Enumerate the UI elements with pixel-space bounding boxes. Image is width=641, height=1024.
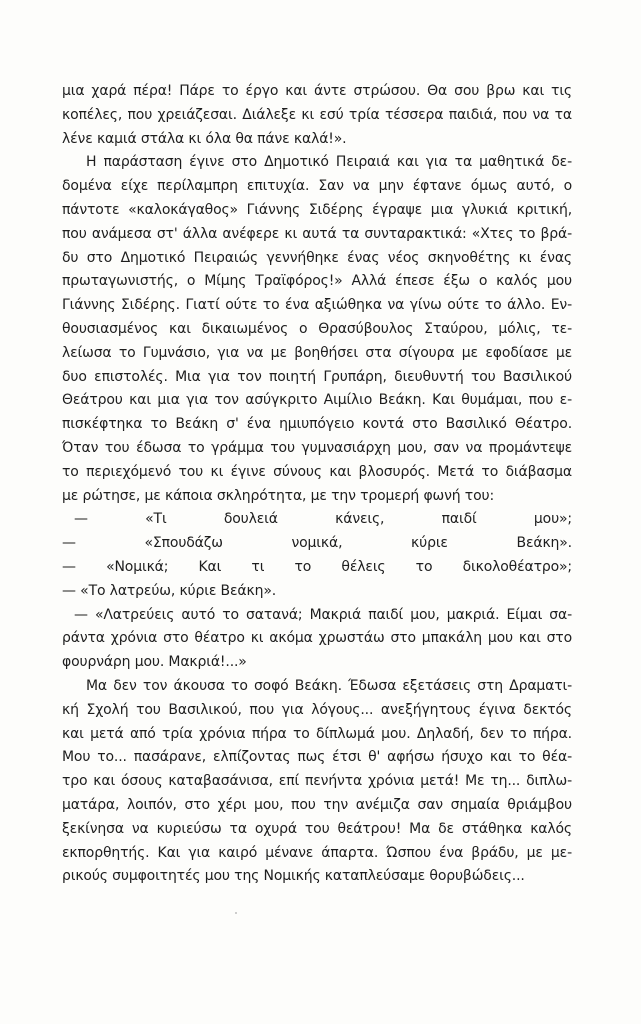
text-line: θουσιασμένος και δικαιωμένος ο Θρασύβουλος Σταύρου, μόλις, τε- (62, 320, 572, 337)
text-line: λείωσα το Γυμνάσιο, για να με βοηθήσει στα σίγουρα με εφοδίασε με (62, 344, 572, 361)
text-line: Η παράσταση έγινε στο Δημοτικό Πειραιά και για τα μαθητικά δε- (86, 154, 572, 171)
text-line: κή Σχολή του Βασιλικού, που για λόγους... ανεξήγητους έγινα δεκτός (62, 701, 572, 718)
text-line: — «Σπουδάζω νομικά, κύριε Βεάκη». (62, 535, 572, 552)
text-line: δομένα είχε περίλαμπρη επιτυχία. Σαν να μην έφτανε όμως αυτό, ο (62, 178, 572, 195)
paragraph (62, 151, 572, 508)
text-line: δυο επιστολές. Μια για τον ποιητή Γρυπάρη, διευθυντή του Βασιλικού (62, 368, 572, 385)
text-line: — «Το λατρεύω, κύριε Βεάκη». (62, 582, 277, 599)
text-line: το περιεχόμενό του κι έγινε σύνους και βλοσυρός. Μετά το διάβασμα (62, 463, 572, 480)
text-line: Γιάννης Σιδέρης. Γιατί ούτε το ένα αξιώθηκα να γίνω ούτε το άλλο. Εν- (62, 297, 572, 314)
text-line: ξεκίνησα να κυριεύσω τα οχυρά του θεάτρου! Μα δε στάθηκα καλός (62, 820, 572, 837)
text-line: τρο και όσους καταβασάνισα, επί πενήντα χρόνια μετά! Με τη... διπλω- (62, 773, 572, 790)
text-line: — «Τι δουλειά κάνεις, παιδί μου»; (74, 511, 572, 528)
text-line: ρικούς συμφοιτητές μου της Νομικής καταπλεύσαμε θορυβώδεις... (62, 868, 525, 885)
text-line: δυ στο Δημοτικό Πειραιώς γεννήθηκε ένας νέος σκηνοθέτης κι ένας (62, 249, 572, 266)
text-line: Όταν του έδωσα το γράμμα του γυμνασιάρχη μου, σαν να προμάντεψε (62, 439, 572, 456)
text-line: πάντοτε «καλοκάγαθος» Γιάννης Σιδέρης έγραψε μια γλυκιά κριτική, (62, 201, 572, 218)
text-line: Μα δεν τον άκουσα το σοφό Βεάκη. Έδωσα εξετάσεις στη Δραματι- (86, 677, 572, 694)
text-line: ματάρα, λοιπόν, στο χέρι μου, που την ανέμιζα σαν σημαία θριάμβου (62, 796, 572, 813)
paragraph (62, 80, 572, 151)
paragraph (62, 675, 572, 889)
text-line: φουρνάρη μου. Μακριά!...» (62, 654, 247, 671)
text-line: ράντα χρόνια στο θέατρο κι ακόμα χρωστάω στο μπακάλη μου και στο (62, 630, 572, 647)
text-line: μια χαρά πέρα! Πάρε το έργο και άντε στρώσου. Θα σου βρω και τις (62, 83, 572, 99)
text-line: κοπέλες, που χρειάζεσαι. Διάλεξε κι εσύ τρία τέσσερα παιδιά, που να τα (62, 106, 572, 123)
text-line: πρωταγωνιστής, ο Μίμης Τραϊφόρος!» Αλλά έπεσε έξω ο καλός μου (62, 273, 572, 290)
text-line: εκπορθητής. Και για καιρό μένανε άπαρτα. Ώσπου ένα βράδυ, με με- (62, 844, 572, 861)
text-line: που ανάμεσα στ' άλλα ανέφερε κι αυτά τα συνταρακτικά: «Χτες το βρά- (62, 225, 572, 242)
text-line: λένε καμιά στάλα κι όλα θα πάνε καλά!». (62, 130, 347, 147)
text-line: — «Νομικά; Και τι το θέλεις το δικολοθέατρο»; (62, 558, 572, 575)
text-line: Μου το... πασάρανε, ελπίζοντας πως έτσι θ' αφήσω ήσυχο και το θέα- (62, 749, 572, 766)
paragraph (62, 604, 572, 675)
paper-speck (235, 912, 237, 914)
text-line: πισκέφτηκα το Βεάκη σ' ένα ημιυπόγειο κοντά στο Βασιλικό Θέατρο. (62, 416, 572, 433)
paragraph (62, 508, 572, 603)
text-line: — «Λατρεύεις αυτό το σατανά; Μακριά παιδί μου, μακριά. Είμαι σα- (74, 606, 572, 623)
text-line: και μετά από τρία χρόνια πήρα το δίπλωμά μου. Δηλαδή, δεν το πήρα. (62, 725, 572, 742)
text-line: Θεάτρου και μια για τον ασύγκριτο Αιμίλιο Βεάκη. Και θυμάμαι, που ε- (62, 392, 572, 409)
body-text (62, 80, 572, 889)
text-line: με ρώτησε, με κάποια σκληρότητα, με την τρομερή φωνή του: (62, 487, 495, 504)
